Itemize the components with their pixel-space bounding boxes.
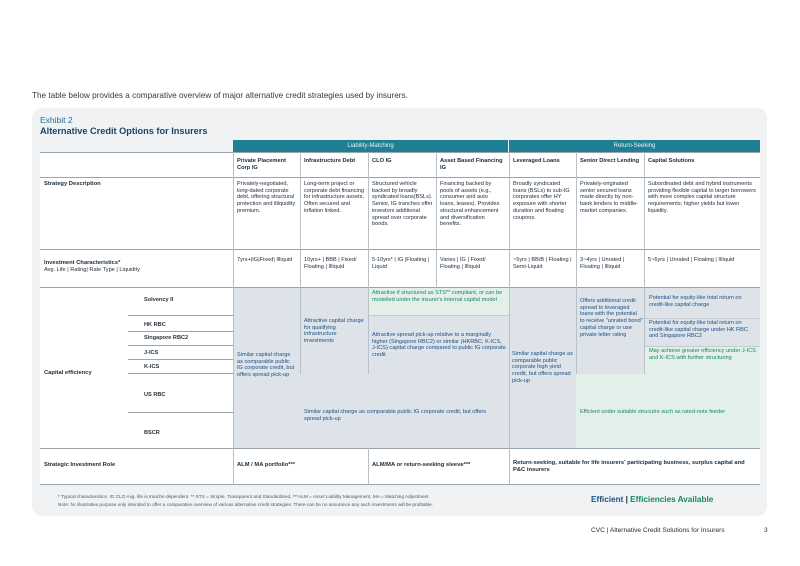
legend-separator: | bbox=[625, 495, 628, 504]
strategy-capital-solutions: Subordinated debt and hybrid instruments providing flexible capital to larger borrowers with more complex capital structure requirements; higher yields but lower liquidity. bbox=[648, 181, 756, 214]
role-alm-sleeve: ALM/MA or return-seeking sleeve*** bbox=[372, 462, 471, 468]
capital-capsol-solvency: Potential for equity-like total return on credit-like capital charge bbox=[649, 295, 742, 308]
investment-abf: Varies | IG | Fixed/ Floating | Illiquid bbox=[440, 257, 486, 270]
investment-leveraged-loans: ~5yrs | BB/B | Floating | Semi-Liquid bbox=[513, 257, 572, 270]
regime-k-ics: K-ICS bbox=[144, 364, 160, 370]
investment-capital-solutions: 5~6yrs | Unrated | Floating | Illiquid bbox=[648, 257, 735, 263]
regime-solvency-ii: Solvency II bbox=[144, 297, 174, 303]
band-liability-matching: Liability-Matching bbox=[233, 140, 508, 152]
col-header-direct-lending: Senior Direct Lending bbox=[580, 158, 640, 164]
col-header-clo: CLO IG bbox=[372, 158, 392, 164]
regime-us-rbc: US RBC bbox=[144, 392, 166, 398]
regime-bscr: BSCR bbox=[144, 430, 160, 436]
exhibit-title: Alternative Credit Options for Insurers bbox=[40, 126, 208, 136]
capital-us-bscr-infra-abf: Similar capital charge as comparable public IG corporate credit, but offers spread pick-up bbox=[304, 409, 487, 422]
regime-j-ics: J-ICS bbox=[144, 350, 159, 356]
investment-infrastructure: 10yrs+ | BBB | Fixed/ Floating | Illiquid bbox=[304, 257, 357, 270]
col-header-leveraged-loans: Leveraged Loans bbox=[513, 158, 560, 164]
role-alm: ALM / MA portfolio*** bbox=[237, 462, 296, 468]
capital-clo-abf-solvency: Attractive if structured as STS** compliant, or can be modelled under the insurer's internal capital model bbox=[372, 290, 503, 303]
row-label-strategy: Strategy Description bbox=[44, 181, 101, 187]
capital-private-placement: Similar capital charge as comparable public IG corporate credit, but offers spread pick-up bbox=[237, 352, 295, 379]
capital-capsol-hk-sg: Potential for equity-like total return on credit-like capital charge under HK RBC and Singapore RBC2 bbox=[649, 320, 748, 340]
regime-singapore-rbc2: Singapore RBC2 bbox=[144, 335, 189, 341]
efficiency-legend bbox=[591, 495, 713, 504]
footnote-2: Note: for illustrative purpose only intended to offer a comparative overview of various alternative credit strategies. There can be no assurance any such investments will be profitable. bbox=[58, 502, 434, 507]
row-sublabel-investment: Avg. Life | Rating| Rate Type | Liquidity bbox=[44, 267, 140, 273]
capital-direct-lending: Offers additional credit spread to leveraged loans with the potential to receive "unrated bond" capital charge or use private letter rating bbox=[580, 298, 643, 338]
page-footer: CVC | Alternative Credit Solutions for Insurers bbox=[591, 527, 725, 534]
capital-capsol-jk: May achieve greater efficiency under J-ICS and K-ICS with further structuring bbox=[649, 348, 756, 361]
regime-hk-rbc: HK RBC bbox=[144, 322, 166, 328]
row-label-capital-efficiency: Capital efficiency bbox=[44, 370, 92, 376]
comparison-table bbox=[40, 140, 760, 484]
col-header-infrastructure: Infrastructure Debt bbox=[304, 158, 356, 164]
legend-efficient: Efficient bbox=[591, 495, 624, 504]
row-label-role: Strategic Investment Role bbox=[44, 462, 116, 468]
capital-clo-abf-asia: Attractive spread pick-up relative to a marginally higher (Singapore RBC2) or similar (HKRBC, K-ICS, J-ICS) capital charge compared to public IG corporate credit bbox=[372, 332, 506, 359]
strategy-direct-lending: Privately-originated senior secured loans made directly by non-bank lenders to middle-market companies. bbox=[580, 181, 639, 214]
capital-us-bscr-return: Efficient under suitable strucutre such as rated-note feeder bbox=[580, 409, 726, 415]
investment-direct-lending: 3~4yrs | Unrated | Floating | Illiquid bbox=[580, 257, 625, 270]
col-header-private-placement: Private Placement Corp IG bbox=[237, 158, 287, 171]
exhibit-number: Exhibit 2 bbox=[40, 115, 73, 125]
capital-leveraged-loans: Similar capital charge as comparable public corporate high yield credit, but offers spread pick-up bbox=[512, 351, 573, 384]
investment-clo: 5-10yrs* | IG |Floating | Liquid bbox=[372, 257, 430, 270]
row-label-investment: Investment Characteristics* bbox=[44, 260, 121, 266]
role-return: Return-seeking, suitable for life insurers' participating business, surplus capital and P&C insurers bbox=[513, 460, 745, 473]
strategy-abf: Financing backed by pools of assets (e.g., consumer and auto loans, leases). Provides structural enhancement and diversification benefits. bbox=[440, 181, 500, 228]
footnote-1: * Typical characteristics. IG CLO Avg. life is tranche dependent. ** STS = Simple, Transparent and Standardised, ***ALM = Asset Liability Management, MA = Matching Adjustment bbox=[58, 494, 429, 499]
col-header-abf: Asset Based Financing IG bbox=[440, 158, 503, 171]
page-number: 3 bbox=[764, 527, 768, 534]
legend-efficiencies-available: Efficiencies Available bbox=[630, 495, 714, 504]
intro-text: The table below provides a comparative overview of major alternative credit strategies used by insurers. bbox=[32, 91, 408, 100]
strategy-clo: Structured vehicle backed by broadly syndicated loans(BSLs). Senior, IG tranches offer investors additional spread over corporate bonds. bbox=[372, 181, 433, 228]
strategy-leveraged-loans: Broadly syndicated loans (BSLs) to sub-IG corporates offer HY exposure with shorter duration and floating coupons. bbox=[513, 181, 570, 221]
strategy-private-placement: Privately-negotiated, long-dated corporate debt, offering structural protection and illiquidity premium. bbox=[237, 181, 296, 214]
strategy-infrastructure: Long-term project or corporate debt financing for infrastructure assets. Often secured and inflation linked. bbox=[304, 181, 365, 214]
capital-infrastructure: Attractive capital charge for qualifying infrastructure investments bbox=[304, 318, 364, 345]
col-header-capital-solutions: Capital Solutions bbox=[648, 158, 695, 164]
band-return-seeking: Return-Seeking bbox=[509, 140, 760, 152]
investment-private-placement: 7yrs+|IG|Fixed| Illiquid bbox=[237, 257, 293, 263]
